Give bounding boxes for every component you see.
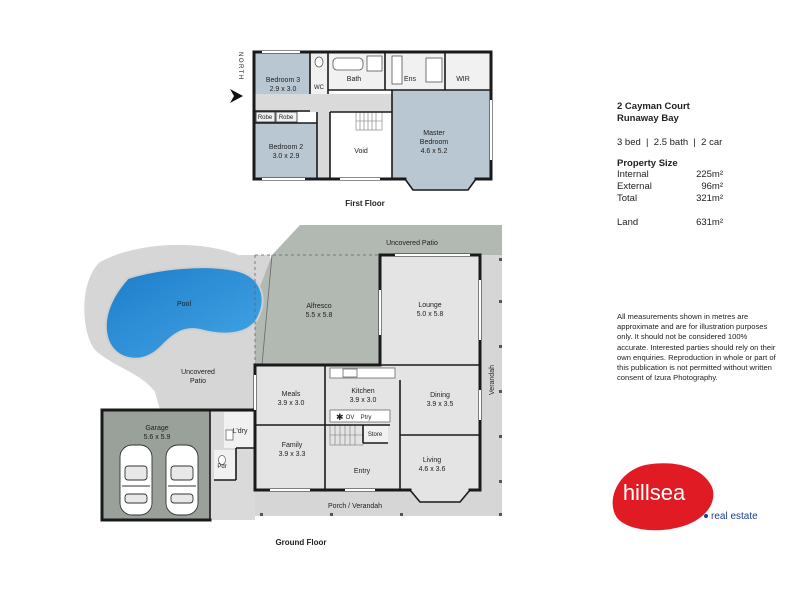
size-row-value: 225m² <box>696 169 723 180</box>
size-row <box>617 181 787 193</box>
label-master-2: Bedroom <box>419 139 449 146</box>
logo-dot-icon <box>704 514 708 518</box>
address-line-1: 2 Cayman Court <box>617 101 690 112</box>
label-ens: Ens <box>403 76 417 83</box>
room-bedroom-2 <box>254 123 317 179</box>
compass-label: NORTH <box>237 52 243 81</box>
cooktop-icon: ✱ <box>336 412 344 422</box>
land-row <box>617 217 787 229</box>
label-wc: WC <box>314 85 324 91</box>
label-master: Master <box>423 130 445 137</box>
size-family: 3.9 x 3.3 <box>278 451 306 458</box>
size-lounge: 5.0 x 5.8 <box>416 311 444 318</box>
label-living: Living <box>422 457 442 464</box>
size-row-value: 321m² <box>696 193 723 204</box>
label-robe-1: Robe <box>257 115 273 121</box>
size-kitchen: 3.9 x 3.0 <box>349 397 377 404</box>
label-uncovered-patio-left-2: Patio <box>190 378 206 385</box>
label-pool: Pool <box>176 301 192 308</box>
room-void <box>330 112 392 179</box>
size-row-label: Internal <box>617 169 649 180</box>
size-living: 4.6 x 3.6 <box>418 466 446 473</box>
label-family: Family <box>281 442 303 449</box>
size-row-label: Total <box>617 193 638 204</box>
size-master: 4.6 x 5.2 <box>420 148 448 155</box>
label-void: Void <box>354 148 368 155</box>
car-icon <box>120 445 152 515</box>
car-icon <box>166 445 198 515</box>
ensuite-shower-icon <box>426 58 442 82</box>
label-ov: OV <box>345 415 355 421</box>
size-row <box>617 193 787 205</box>
label-entry: Entry <box>353 468 371 475</box>
size-dining: 3.9 x 3.5 <box>426 401 454 408</box>
alfresco-area <box>255 255 380 365</box>
label-bath: Bath <box>346 76 362 83</box>
label-garage: Garage <box>145 425 169 432</box>
label-laundry: L'dry <box>232 428 248 435</box>
room-dining <box>400 365 480 435</box>
size-bedroom-2: 3.0 x 2.9 <box>272 153 300 160</box>
property-info <box>617 101 787 229</box>
ground-floor-title: Ground Floor <box>275 538 327 547</box>
room-lounge <box>380 255 480 365</box>
bathtub-icon <box>333 58 363 70</box>
property-summary: 3 bed | 2.5 bath | 2 car <box>617 137 723 148</box>
size-row-label: External <box>617 181 652 192</box>
property-size-title: Property Size <box>617 158 678 169</box>
first-floor-title: First Floor <box>345 199 385 208</box>
label-ptry: Ptry <box>360 415 372 421</box>
label-verandah: Verandah <box>489 365 496 395</box>
size-bedroom-3: 2.9 x 3.0 <box>269 86 297 93</box>
size-garage: 5.6 x 5.9 <box>143 434 171 441</box>
label-uncovered-patio-top: Uncovered Patio <box>386 240 438 247</box>
hallway <box>254 94 392 112</box>
hillsea-logo <box>600 455 760 535</box>
north-arrow-icon <box>230 89 243 103</box>
size-row-value: 96m² <box>701 181 723 192</box>
size-row <box>617 169 787 181</box>
label-lounge: Lounge <box>418 302 442 309</box>
shower-icon <box>367 56 382 71</box>
label-robe-2: Robe <box>278 115 294 121</box>
logo-brand: hillsea <box>622 480 686 505</box>
disclaimer: All measurements shown in metres are approximate and are for illustration purposes only. It should not be considered 100% accurate. Interested parties should rely on their own enquiries. Reproduction in whole or part of this publication is not permitted without written consent of Izura Photography. <box>617 312 776 383</box>
ensuite-vanity-icon <box>392 56 402 84</box>
room-wir <box>445 52 491 90</box>
label-porch: Porch / Verandah <box>327 503 383 510</box>
toilet-icon <box>315 57 323 67</box>
label-pdr: Pdr <box>217 464 227 470</box>
label-dining: Dining <box>430 392 450 399</box>
compass <box>230 52 243 103</box>
sink-icon <box>343 369 357 377</box>
kitchen-bench-icon <box>330 368 395 378</box>
size-alfresco: 5.5 x 5.8 <box>305 312 333 319</box>
label-uncovered-patio-left-1: Uncovered <box>181 369 215 376</box>
first-floor-plan <box>254 52 491 190</box>
label-kitchen: Kitchen <box>351 388 375 395</box>
label-meals: Meals <box>281 391 301 398</box>
size-meals: 3.9 x 3.0 <box>277 400 305 407</box>
land-label: Land <box>617 217 639 228</box>
label-bedroom-2: Bedroom 2 <box>268 144 304 151</box>
label-wir: WIR <box>456 76 470 83</box>
land-value: 631m² <box>696 217 723 228</box>
label-bedroom-3: Bedroom 3 <box>265 77 301 84</box>
label-store: Store <box>367 432 383 438</box>
label-alfresco: Alfresco <box>306 303 332 310</box>
ground-floor-plan <box>84 225 502 520</box>
logo-tagline: real estate <box>711 511 758 522</box>
address-line-2: Runaway Bay <box>617 113 679 124</box>
